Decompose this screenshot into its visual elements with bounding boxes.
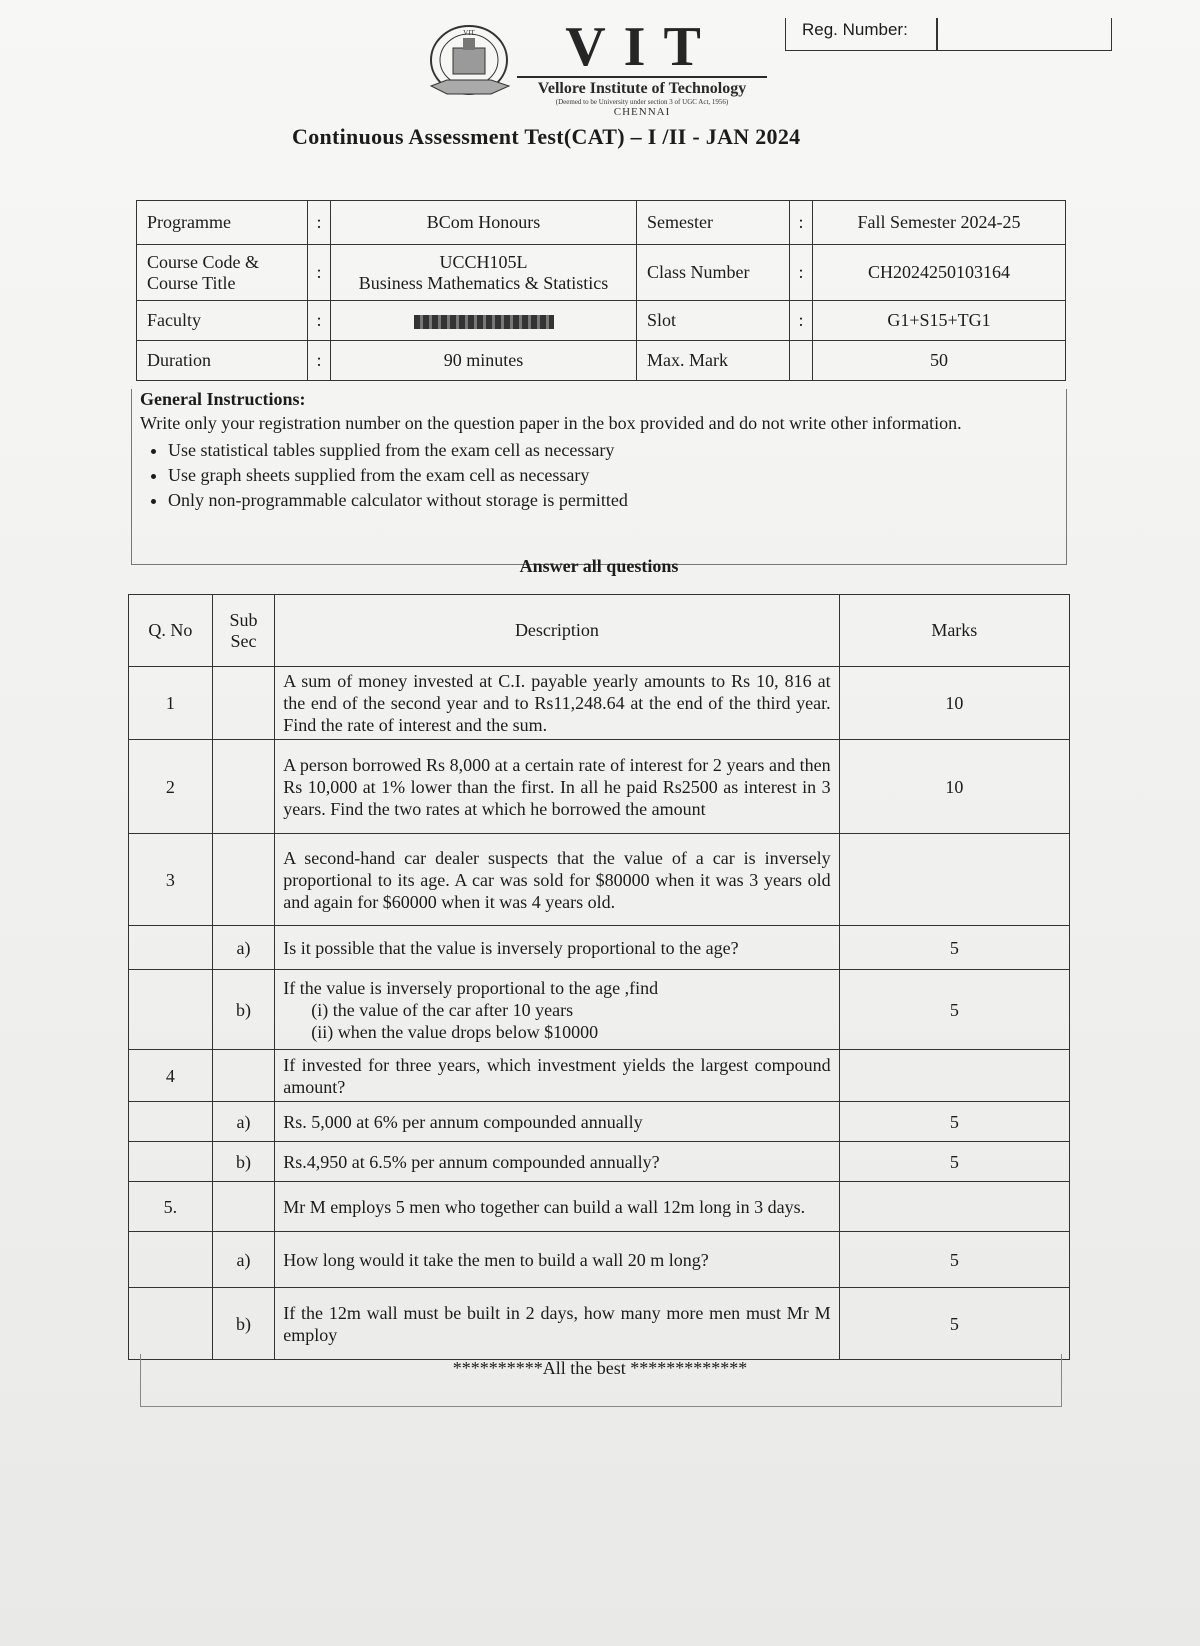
instructions-intro: Write only your registration number on the question paper in the box provided and do not write other information. (140, 413, 962, 433)
table-row: 1 A sum of money invested at C.I. payable yearly amounts to Rs 10, 816 at the end of the second year and to Rs11,248.64 at the end of the third year. Find the rate of interest and the sum. 10 (129, 667, 1070, 740)
faculty-label: Faculty (137, 301, 308, 341)
table-row: a) How long would it take the men to build a wall 20 m long? 5 (129, 1232, 1070, 1288)
seal-icon (425, 20, 517, 106)
test-title: Continuous Assessment Test(CAT) – I /II - JAN 2024 (292, 124, 801, 149)
question-text: A second-hand car dealer suspects that the value of a car is inversely proportional to its age. A car was sold for $80000 when it was 3 years old and again for $60000 when it was 4 years old. (275, 834, 839, 926)
class-number-label: Class Number (637, 245, 790, 301)
max-mark-label: Max. Mark (637, 341, 790, 381)
answer-all-heading: Answer all questions (519, 556, 679, 576)
question-text: How long would it take the men to build a wall 20 m long? (275, 1232, 839, 1288)
marks-value: 10 (839, 740, 1069, 834)
table-row: b) Rs.4,950 at 6.5% per annum compounded annually? 5 (129, 1142, 1070, 1182)
duration-label: Duration (137, 341, 308, 381)
question-text: Rs. 5,000 at 6% per annum compounded annually (275, 1102, 839, 1142)
marks-value: 5 (839, 1232, 1069, 1288)
question-text: If the 12m wall must be built in 2 days, how many more men must Mr M employ (275, 1288, 839, 1360)
question-text: Mr M employs 5 men who together can build a wall 12m long in 3 days. (275, 1182, 839, 1232)
description-header: Description (275, 595, 839, 667)
table-row: a) Is it possible that the value is inversely proportional to the age? 5 (129, 926, 1070, 970)
sub-sec-header: Sub Sec (212, 595, 275, 667)
deemed-note: (Deemed to be University under section 3 of UGC Act, 1956) (555, 98, 729, 106)
semester-value: Fall Semester 2024-25 (813, 201, 1066, 245)
programme-label: Programme (137, 201, 308, 245)
instruction-item: • Use statistical tables supplied from the exam cell as necessary (168, 438, 1058, 463)
class-number-value: CH2024250103164 (813, 245, 1066, 301)
instruction-item: • Only non-programmable calculator without storage is permitted (168, 488, 1058, 513)
instructions-title: General Instructions: (140, 389, 306, 409)
question-text: A sum of money invested at C.I. payable yearly amounts to Rs 10, 816 at the end of the second year and to Rs11,248.64 at the end of the third year. Find the rate of interest and the sum. (275, 667, 839, 740)
table-row: a) Rs. 5,000 at 6% per annum compounded annually 5 (129, 1102, 1070, 1142)
slot-value: G1+S15+TG1 (813, 301, 1066, 341)
reg-number-box[interactable] (785, 18, 1112, 51)
city: CHENNAI (613, 106, 671, 118)
brand-mark: VIT (565, 16, 719, 78)
course-code: UCCH105L (439, 251, 528, 272)
table-row: 4 If invested for three years, which investment yields the largest compound amount? (129, 1050, 1070, 1102)
course-label: Course Code & Course Title (137, 245, 308, 301)
marks-value: 5 (839, 926, 1069, 970)
max-mark-value: 50 (813, 341, 1066, 381)
marks-header: Marks (839, 595, 1069, 667)
programme-value: BCom Honours (331, 201, 637, 245)
table-row: b) If the 12m wall must be built in 2 days, how many more men must Mr M employ 5 (129, 1288, 1070, 1360)
marks-value: 5 (839, 1288, 1069, 1360)
table-row: 5. Mr M employs 5 men who together can build a wall 12m long in 3 days. (129, 1182, 1070, 1232)
semester-label: Semester (637, 201, 790, 245)
question-text: If invested for three years, which investment yields the largest compound amount? (275, 1050, 839, 1102)
reg-divider (936, 18, 938, 50)
faculty-value (331, 301, 637, 341)
question-text: Is it possible that the value is inversely proportional to the age? (275, 926, 839, 970)
duration-value: 90 minutes (331, 341, 637, 381)
marks-value: 5 (839, 1142, 1069, 1182)
question-text: If the value is inversely proportional to the age ,find (i) the value of the car after 10 years (ii) when the value drops below $10000 (275, 970, 839, 1050)
institute-name: Vellore Institute of Technology (517, 76, 767, 98)
course-title: Business Mathematics & Statistics (358, 272, 609, 293)
institute-logo (425, 16, 765, 118)
marks-value: 5 (839, 970, 1069, 1050)
closing-line: **********All the best ************* (452, 1358, 748, 1378)
svg-text:VIT: VIT (463, 29, 475, 37)
instruction-item: • Use graph sheets supplied from the exam cell as necessary (168, 463, 1058, 488)
qno-header: Q. No (129, 595, 213, 667)
table-row: 3 A second-hand car dealer suspects that the value of a car is inversely proportional to its age. A car was sold for $80000 when it was 3 years old and again for $60000 when it was 4 years old. (129, 834, 1070, 926)
table-row: b) If the value is inversely proportional to the age ,find (i) the value of the car after 10 years (ii) when the value drops below $10000 5 (129, 970, 1070, 1050)
reg-number-label: Reg. Number: (802, 20, 908, 39)
marks-value: 5 (839, 1102, 1069, 1142)
marks-value: 10 (839, 667, 1069, 740)
slot-label: Slot (637, 301, 790, 341)
table-row: 2 A person borrowed Rs 8,000 at a certain rate of interest for 2 years and then Rs 10,000 at 1% lower than the first. In all he paid Rs2500 as interest in 3 years. Find the two rates at which he borrowed the amount 10 (129, 740, 1070, 834)
general-instructions (131, 389, 1067, 565)
instructions-list (140, 438, 1058, 513)
question-text: A person borrowed Rs 8,000 at a certain rate of interest for 2 years and then Rs 10,000 at 1% lower than the first. In all he paid Rs2500 as interest in 3 years. Find the two rates at which he borrowed the amount (275, 740, 839, 834)
course-value (331, 245, 637, 301)
question-text: Rs.4,950 at 6.5% per annum compounded annually? (275, 1142, 839, 1182)
questions-table (128, 594, 1070, 1360)
redacted-name (414, 315, 554, 329)
course-info-table: Programme : BCom Honours Semester : Fall Semester 2024-25 Course Code & Course Title : UCCH105L Business Mathematics & Statistics Class Number : CH2024250103164 Faculty : Slot : G1+S15+TG1 Duration : 90 minutes Max. Mark 50 (136, 200, 1066, 381)
